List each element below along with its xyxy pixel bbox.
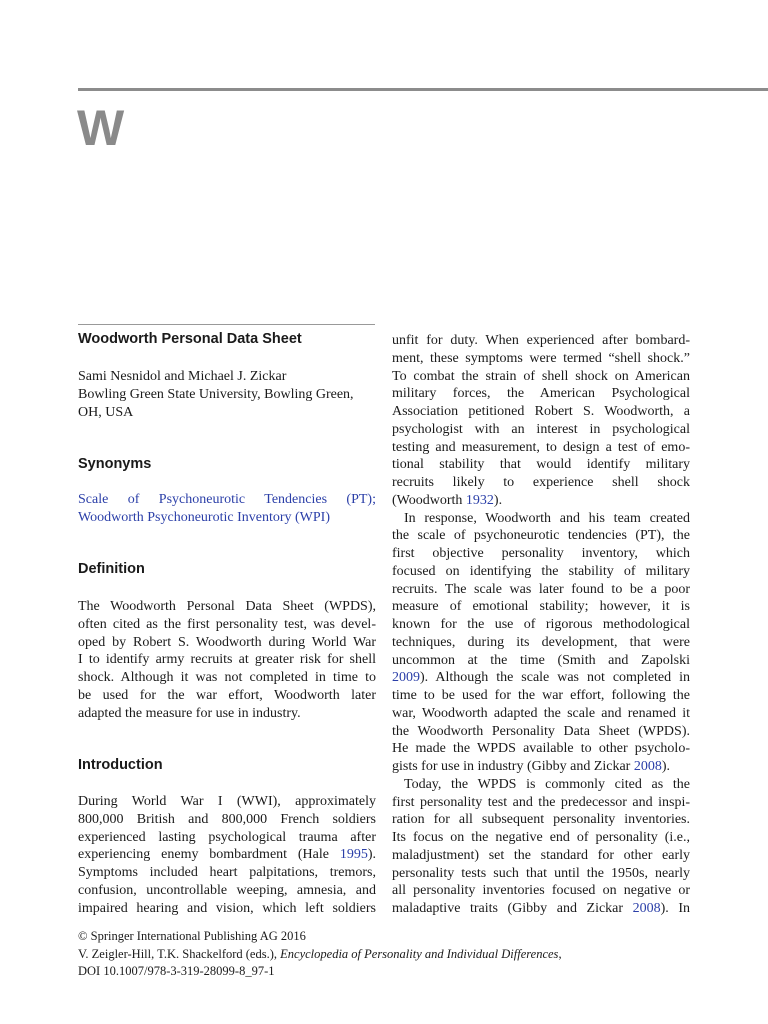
- text-line: [392, 474, 690, 492]
- text-line: [392, 758, 690, 776]
- text-segment: impaired hearing and vision, which left soldiers: [78, 900, 376, 916]
- entry-title: Woodworth Personal Data Sheet: [78, 331, 302, 347]
- text-segment: war, Woodworth adapted the scale and renamed it: [392, 705, 690, 721]
- text-segment: often cited as the first personality test, was devel-: [78, 616, 376, 632]
- text-segment: first personality test and the predecessor and inspi-: [392, 794, 690, 810]
- text-segment: ).: [493, 492, 503, 508]
- book-title: Encyclopedia of Personality and Individual Differences: [280, 946, 559, 961]
- text-line: [392, 723, 690, 741]
- text-segment: be used for the war effort, Woodworth later: [78, 687, 376, 703]
- text-line: [392, 456, 690, 474]
- text-line: [78, 864, 376, 882]
- text-line: [78, 598, 376, 616]
- authors: [78, 368, 376, 421]
- text-segment: testing and measurement, to design a test of emo-: [392, 439, 690, 455]
- text-segment: To combat the strain of shell shock on American: [392, 368, 690, 384]
- text-segment: confusion, uncontrollable weeping, amnesia, and: [78, 882, 376, 898]
- text-segment: The Woodworth Personal Data Sheet (WPDS),: [78, 599, 376, 614]
- text-segment: ration for all subsequent personality inventories.: [392, 812, 690, 828]
- text-line: [78, 616, 376, 634]
- text-segment: recruits. The scale was later found to be a poor: [392, 581, 690, 597]
- text-line: [392, 421, 690, 439]
- text-segment: ). Although the scale was not completed in: [420, 670, 690, 686]
- text-segment: known for the use of rigorous methodological: [392, 617, 690, 632]
- text-line: [392, 882, 690, 900]
- text-segment: personality tests such that until the 1950s, nearly: [392, 865, 690, 881]
- text-segment: I to identify army recruits at greater risk for shell: [78, 652, 376, 668]
- text-segment: maladaptive traits (Gibby and Zickar: [392, 901, 633, 916]
- text-segment: gists for use in industry (Gibby and Zickar: [392, 759, 634, 774]
- text-segment: (Woodworth: [392, 492, 466, 508]
- text-segment: ment, these symptoms were termed “shell shock.”: [392, 350, 690, 366]
- text-line: [78, 846, 376, 864]
- text-line: [392, 492, 690, 510]
- text-line: [392, 581, 690, 599]
- reference-link[interactable]: 2008: [633, 759, 662, 774]
- text-line: [392, 794, 690, 812]
- text-segment: During World War I (WWI), approximately: [78, 794, 376, 809]
- text-segment: ).: [661, 759, 671, 774]
- punctuation: ,: [558, 946, 562, 961]
- text-line: [392, 385, 690, 403]
- text-line: [392, 687, 690, 705]
- right-column-text: [392, 332, 690, 918]
- text-segment: psychologist with an interest in psychological: [392, 421, 690, 437]
- text-line: [392, 900, 690, 918]
- text-line: [78, 491, 376, 509]
- text-line: [392, 439, 690, 457]
- text-line: [392, 847, 690, 865]
- reference-link[interactable]: Woodworth Psychoneurotic Inventory (WPI): [78, 509, 330, 525]
- text-segment: first objective personality inventory, which: [392, 546, 690, 561]
- entry-rule: [78, 324, 375, 325]
- text-segment: the scale of psychoneurotic tendencies (PT), the: [392, 528, 690, 544]
- text-segment: recruits likely to experience shell shock: [392, 475, 690, 490]
- reference-link[interactable]: Scale of Psychoneurotic Tendencies (PT);: [78, 492, 376, 507]
- text-segment: unfit for duty. When experienced after bombard-: [392, 333, 690, 348]
- text-line: [78, 811, 376, 829]
- text-segment: all personality inventories focused on negative or: [392, 883, 690, 899]
- text-segment: 800,000 British and 800,000 French soldiers: [78, 811, 376, 827]
- text-line: [78, 386, 376, 404]
- text-line: [78, 368, 376, 386]
- text-segment: measure of emotional stability; however, it is: [392, 599, 690, 615]
- text-line: [392, 563, 690, 581]
- text-segment: Its focus on the negative end of personality (i.e.,: [392, 830, 690, 845]
- text-segment: maladjustment) set the standard for other early: [392, 847, 690, 863]
- text-line: [392, 350, 690, 368]
- editors: V. Zeigler-Hill, T.K. Shackelford (eds.),: [78, 946, 281, 961]
- text-segment: experiencing enemy bombardment (Hale: [78, 847, 340, 863]
- text-segment: shock. Although it was not completed in time to: [78, 670, 376, 685]
- copyright: © Springer International Publishing AG 2016: [78, 929, 306, 943]
- text-segment: techniques, during its development, that were: [392, 634, 690, 650]
- text-segment: the Woodworth Personality Data Sheet (WPDS).: [392, 723, 690, 739]
- text-segment: Sami Nesnidol and Michael J. Zickar: [78, 369, 287, 384]
- text-segment: time to be used for the war effort, following the: [392, 688, 690, 703]
- text-line: [392, 776, 690, 794]
- text-segment: tional stability that would identify military: [392, 457, 690, 473]
- definition-paragraph: [78, 598, 376, 722]
- reference-link[interactable]: 1932: [465, 492, 494, 508]
- text-segment: adapted the measure for use in industry.: [78, 705, 301, 721]
- text-line: [78, 404, 376, 422]
- synonyms: [78, 491, 376, 527]
- chapter-letter: W: [77, 100, 125, 156]
- reference-link[interactable]: 2009: [392, 670, 420, 686]
- doi: DOI 10.1007/978-3-319-28099-8_97-1: [78, 964, 275, 978]
- text-line: [78, 651, 376, 669]
- text-segment: ). In: [660, 901, 690, 916]
- text-line: [392, 510, 690, 528]
- text-line: [78, 882, 376, 900]
- text-line: [392, 811, 690, 829]
- synonyms-heading: Synonyms: [78, 456, 152, 472]
- text-segment: uncommon at the time (Smith and Zapolski: [392, 652, 690, 668]
- text-line: [392, 634, 690, 652]
- text-line: [392, 545, 690, 563]
- top-rule: [78, 88, 768, 91]
- text-line: [78, 669, 376, 687]
- text-segment: Symptoms included heart palpitations, tremors,: [78, 865, 376, 880]
- text-segment: focused on identifying the stability of military: [392, 563, 690, 579]
- text-line: [392, 669, 690, 687]
- text-line: [392, 829, 690, 847]
- text-segment: experienced lasting psychological trauma after: [78, 829, 376, 845]
- citation: [78, 946, 562, 964]
- text-line: [392, 598, 690, 616]
- reference-link[interactable]: 1995: [339, 847, 368, 863]
- text-segment: ).: [367, 847, 376, 863]
- text-segment: He made the WPDS available to other psycholo-: [392, 741, 690, 757]
- text-line: [78, 793, 376, 811]
- definition-heading: Definition: [78, 561, 145, 577]
- text-line: [392, 368, 690, 386]
- footer: [78, 928, 562, 981]
- text-segment: In response, Woodworth and his team created: [404, 510, 690, 526]
- text-line: [78, 829, 376, 847]
- text-line: [392, 527, 690, 545]
- text-line: [392, 865, 690, 883]
- text-segment: OH, USA: [78, 404, 134, 420]
- text-segment: military forces, the American Psychological: [392, 386, 690, 402]
- text-line: [392, 740, 690, 758]
- text-line: [392, 616, 690, 634]
- reference-link[interactable]: 2008: [632, 901, 661, 916]
- text-line: [392, 332, 690, 350]
- text-line: [78, 634, 376, 652]
- text-line: [392, 652, 690, 670]
- text-line: [78, 900, 376, 918]
- text-segment: oped by Robert S. Woodworth during World War: [78, 634, 376, 650]
- text-segment: Association petitioned Robert S. Woodworth, a: [392, 404, 690, 419]
- text-line: [78, 687, 376, 705]
- text-segment: Today, the WPDS is commonly cited as the: [404, 776, 690, 792]
- text-line: [392, 403, 690, 421]
- introduction-paragraph: [78, 793, 376, 917]
- text-line: [392, 705, 690, 723]
- text-segment: Bowling Green State University, Bowling Green,: [78, 386, 354, 402]
- text-line: [78, 509, 376, 527]
- introduction-heading: Introduction: [78, 757, 163, 773]
- text-line: [78, 705, 376, 723]
